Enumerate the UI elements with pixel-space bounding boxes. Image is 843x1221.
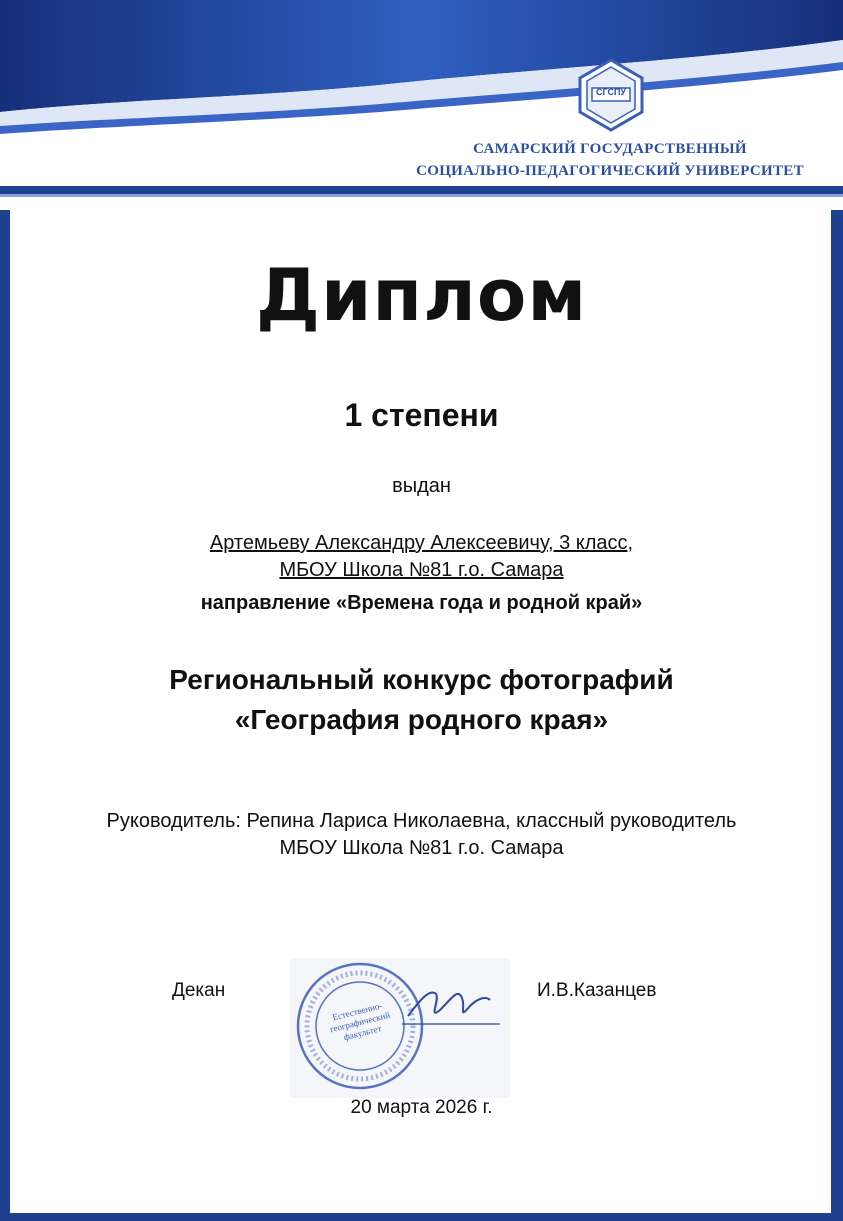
logo-text: СГСПУ <box>595 87 627 97</box>
official-stamp <box>290 958 510 1098</box>
recipient-school: МБОУ Школа №81 г.о. Самара <box>279 559 564 581</box>
bottom-border <box>0 1213 843 1221</box>
university-name <box>400 138 820 182</box>
diploma-degree: 1 степени <box>344 397 499 433</box>
university-logo <box>578 58 644 132</box>
recipient-block <box>0 530 843 584</box>
university-name-line2: СОЦИАЛЬНО-ПЕДАГОГИЧЕСКИЙ УНИВЕРСИТЕТ <box>416 163 804 179</box>
direction-text: направление «Времена года и родной край» <box>200 592 643 614</box>
recipient-name: Артемьеву Александру Алексеевичу, 3 класс, <box>209 532 634 554</box>
contest-title-line1: Региональный конкурс фотографий <box>169 664 674 695</box>
diploma-title: Диплом <box>255 253 588 337</box>
issue-date: 20 марта 2026 г. <box>350 1097 493 1118</box>
contest-title-line2: «География родного края» <box>234 704 609 735</box>
supervisor-line1: Руководитель: Репина Лариса Николаевна, классный руководитель <box>106 810 737 832</box>
supervisor-line2: МБОУ Школа №81 г.о. Самара <box>279 837 564 859</box>
contest-title <box>0 660 843 740</box>
header-banner <box>0 0 843 210</box>
issued-label: выдан <box>392 475 451 497</box>
university-name-line1: САМАРСКИЙ ГОСУДАРСТВЕННЫЙ <box>473 141 747 157</box>
stamp-text: Естественно-географический факультет <box>328 1000 392 1043</box>
dean-label: Декан <box>172 980 226 1001</box>
supervisor-block <box>0 808 843 862</box>
dean-name: И.В.Казанцев <box>537 980 657 1001</box>
